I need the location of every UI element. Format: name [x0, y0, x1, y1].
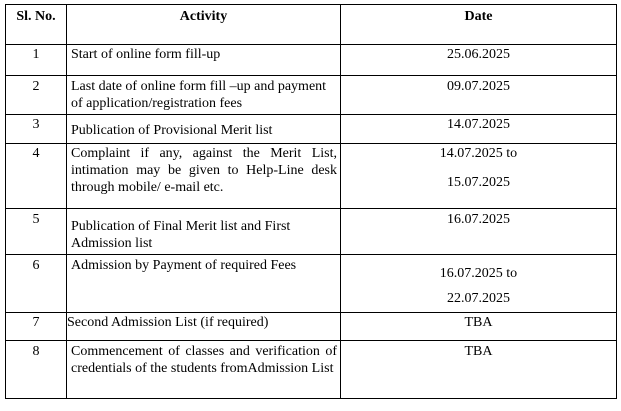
row-date: 09.07.2025 [341, 76, 617, 115]
row-sl-no: 4 [6, 144, 67, 209]
row-date-start: 14.07.2025 to [439, 146, 518, 161]
row-date-end: 15.07.2025 [447, 175, 510, 190]
admission-schedule-table [5, 4, 617, 399]
row-activity: Admission by Payment of required Fees [67, 255, 341, 313]
row-date-range [341, 144, 617, 209]
row-sl-no: 8 [6, 341, 67, 399]
row-date: 25.06.2025 [341, 45, 617, 76]
table-row [6, 209, 617, 255]
table-row [6, 45, 617, 76]
row-date-range [341, 255, 617, 313]
row-sl-no: 1 [6, 45, 67, 76]
row-sl-no: 7 [6, 313, 67, 341]
row-date: TBA [341, 341, 617, 399]
row-activity: Last date of online form fill –up and payment of application/registration fees [67, 76, 341, 115]
row-date: 16.07.2025 [341, 209, 617, 255]
row-activity: Complaint if any, against the Merit List, intimation may be given to Help-Line desk through mobile/ e-mail etc. [67, 144, 341, 209]
table-row [6, 255, 617, 313]
row-sl-no: 5 [6, 209, 67, 255]
row-sl-no: 2 [6, 76, 67, 115]
row-activity: Start of online form fill-up [67, 45, 341, 76]
row-date: TBA [341, 313, 617, 341]
table-row [6, 313, 617, 341]
row-activity: Commencement of classes and verification of credentials of the students fromAdmission List [67, 341, 341, 399]
row-sl-no: 3 [6, 115, 67, 144]
row-date: 14.07.2025 [341, 115, 617, 144]
header-activity: Activity [67, 5, 341, 45]
header-row [6, 5, 617, 45]
table-row [6, 76, 617, 115]
header-date: Date [341, 5, 617, 45]
row-activity: Second Admission List (if required) [67, 313, 341, 341]
table-row [6, 144, 617, 209]
row-sl-no: 6 [6, 255, 67, 313]
row-activity: Publication of Final Merit list and First Admission list [67, 209, 341, 255]
row-date-start: 16.07.2025 to [439, 266, 518, 281]
row-activity: Publication of Provisional Merit list [67, 115, 341, 144]
header-sl-no: Sl. No. [6, 5, 67, 45]
table-row [6, 341, 617, 399]
row-date-end: 22.07.2025 [447, 291, 510, 306]
table-row [6, 115, 617, 144]
